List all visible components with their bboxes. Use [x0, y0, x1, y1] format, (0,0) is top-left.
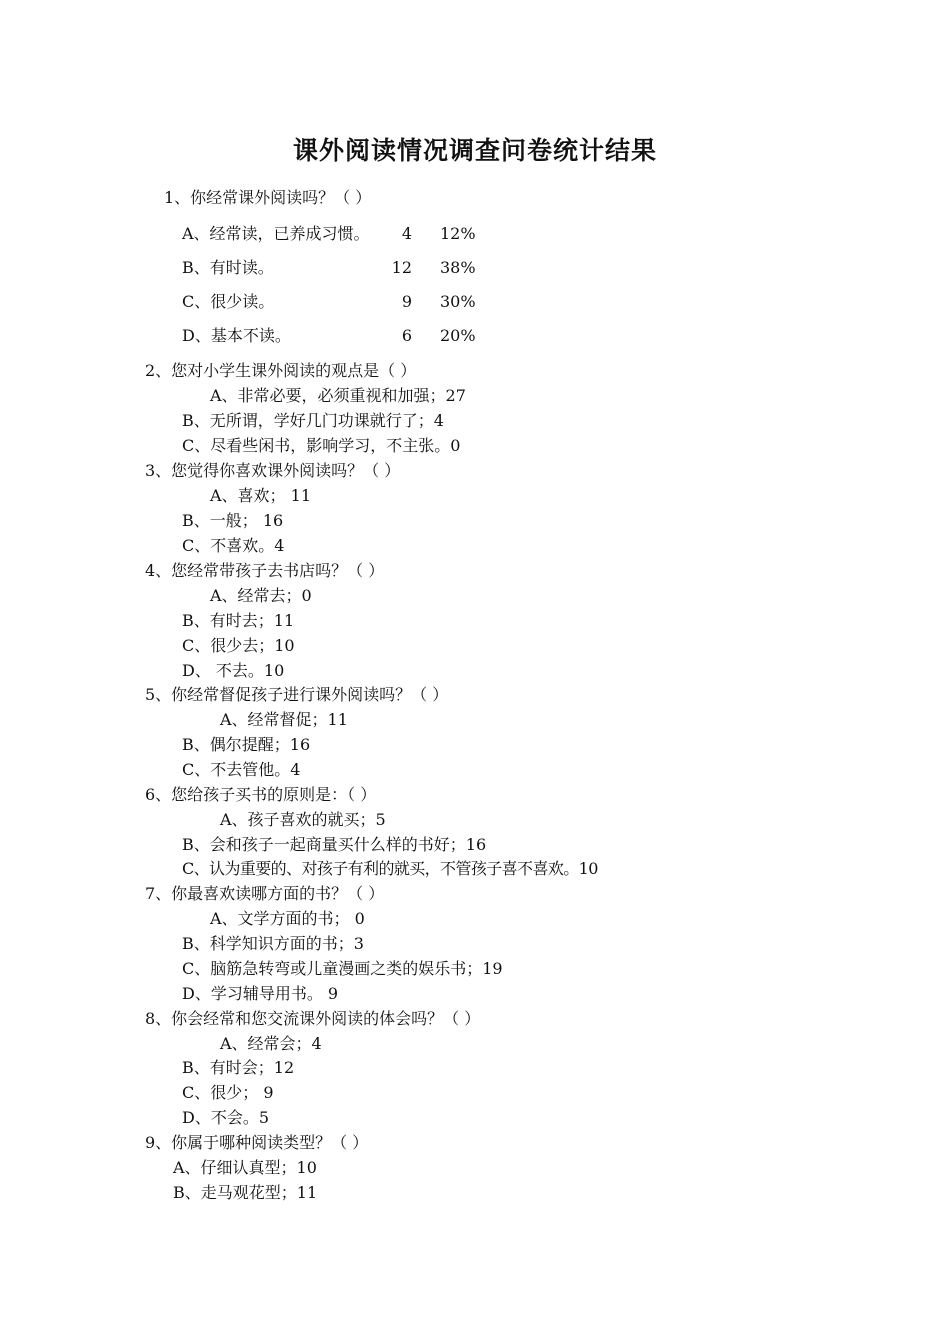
q7-option-a: A、文学方面的书； 0: [210, 909, 365, 928]
q4-option-d: D、 不去。10: [182, 661, 285, 680]
q2-option-b: B、无所谓，学好几门功课就行了；4: [182, 411, 444, 430]
q4-option-c: C、很少去；10: [182, 636, 295, 655]
q4-option-b: B、有时去；11: [182, 611, 295, 630]
q6-option-c: C、认为重要的、对孩子有利的就买，不管孩子喜不喜欢。10: [182, 859, 598, 878]
q5-option-c: C、不去管他。4: [182, 760, 301, 779]
q5-option-b: B、偶尔提醒；16: [182, 735, 311, 754]
q1-question: 1、你经常课外阅读吗？（ ）: [164, 188, 372, 207]
q1-option-c-label: C、很少读。: [182, 292, 275, 311]
q5-option-a: A、经常督促；11: [220, 710, 348, 729]
q3-question: 3、您觉得你喜欢课外阅读吗？（ ）: [145, 461, 401, 480]
q1-option-b-percent: 38%: [440, 258, 476, 277]
q1-option-d-percent: 20%: [440, 326, 476, 345]
page-title: 课外阅读情况调查问卷统计结果: [292, 136, 657, 165]
q2-option-a: A、非常必要，必须重视和加强；27: [210, 386, 466, 405]
q1-option-c-percent: 30%: [440, 292, 476, 311]
q8-option-d: D、不会。5: [182, 1108, 270, 1127]
q1-option-a-label: A、经常读，已养成习惯。: [182, 224, 370, 243]
q4-option-a: A、经常去；0: [210, 586, 312, 605]
q6-option-b: B、会和孩子一起商量买什么样的书好；16: [182, 835, 487, 854]
q8-question: 8、你会经常和您交流课外阅读的体会吗？（ ）: [145, 1009, 481, 1028]
q6-question: 6、您给孩子买书的原则是：（ ）: [145, 785, 377, 804]
q7-option-c: C、脑筋急转弯或儿童漫画之类的娱乐书；19: [182, 959, 503, 978]
q5-question: 5、你经常督促孩子进行课外阅读吗？（ ）: [145, 685, 449, 704]
q7-option-b: B、科学知识方面的书；3: [182, 934, 364, 953]
q8-option-a: A、经常会；4: [220, 1034, 322, 1053]
q4-question: 4、您经常带孩子去书店吗？（ ）: [145, 561, 385, 580]
q1-option-a-percent: 12%: [440, 224, 476, 243]
q9-question: 9、你属于哪种阅读类型？（ ）: [145, 1133, 369, 1152]
q2-option-c: C、尽看些闲书，影响学习，不主张。0: [182, 436, 461, 455]
q6-option-a: A、孩子喜欢的就买；5: [220, 810, 386, 829]
q1-option-c-count: 9: [401, 292, 412, 311]
q3-option-c: C、不喜欢。4: [182, 536, 285, 555]
q9-option-b: B、走马观花型；11: [173, 1183, 318, 1202]
q2-question: 2、您对小学生课外阅读的观点是（ ）: [145, 361, 417, 380]
q1-option-b-count: 12: [391, 258, 412, 277]
q7-question: 7、你最喜欢读哪方面的书？（ ）: [145, 884, 385, 903]
q8-option-c: C、很少； 9: [182, 1083, 274, 1102]
q1-option-b-label: B、有时读。: [182, 258, 274, 277]
q1-option-d-label: D、基本不读。: [182, 326, 291, 345]
q9-option-a: A、仔细认真型；10: [173, 1158, 317, 1177]
q3-option-b: B、一般； 16: [182, 511, 284, 530]
q3-option-a: A、喜欢； 11: [210, 486, 312, 505]
q1-option-a-count: 4: [401, 224, 412, 243]
q8-option-b: B、有时会；12: [182, 1058, 295, 1077]
q7-option-d: D、学习辅导用书。 9: [182, 984, 339, 1003]
q1-option-d-count: 6: [401, 326, 412, 345]
